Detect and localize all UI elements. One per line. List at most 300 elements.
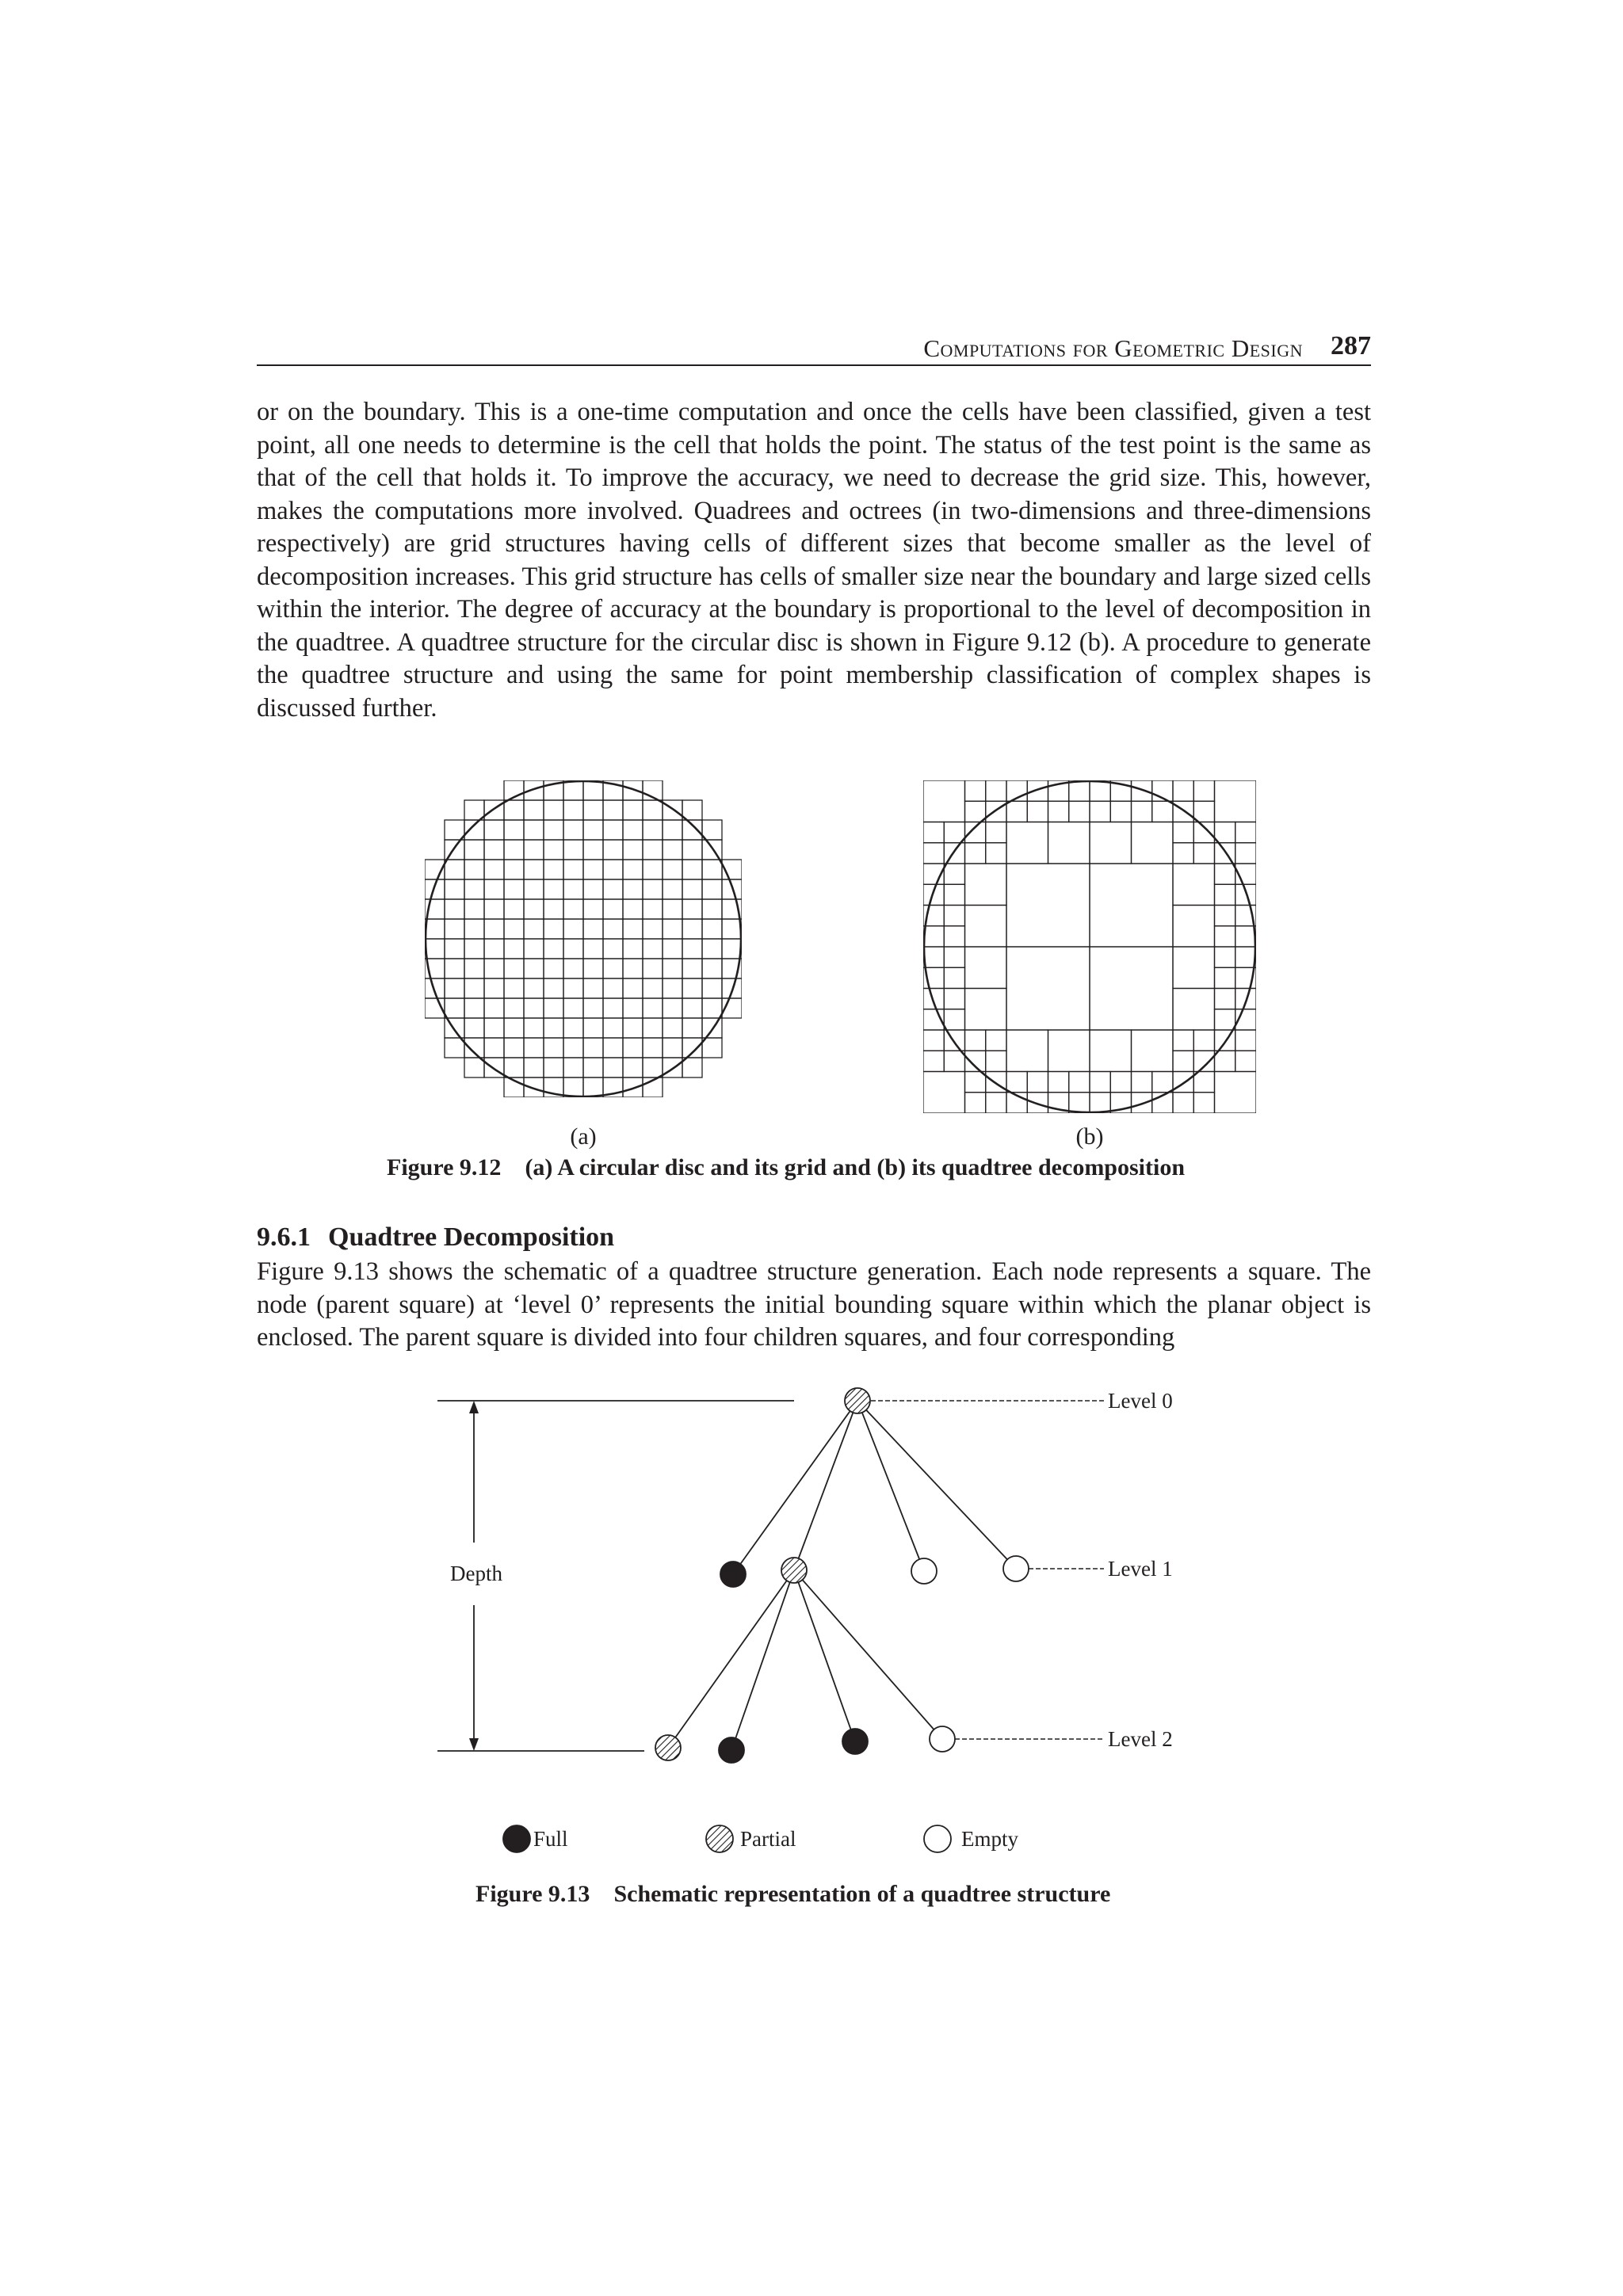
grid-cell [445,860,464,879]
grid-cell [563,919,583,939]
grid-cell [544,998,563,1018]
grid-disc-diagram [425,780,742,1097]
grid-cell [583,1077,603,1097]
grid-cell [464,1038,484,1058]
grid-cell [603,860,623,879]
grid-cell [563,840,583,860]
grid-cell [544,840,563,860]
grid-cell [484,879,504,899]
grid-cell [524,840,544,860]
quadtree-cell [944,906,964,926]
quadtree-cell [944,822,964,843]
grid-cell [663,1038,682,1058]
subfigure-label-a: (a) [570,1123,597,1150]
grid-cell [643,1018,663,1038]
quadtree-cell [1215,989,1235,1009]
quadtree-cell [1215,906,1235,926]
grid-cell [643,998,663,1018]
grid-cell [583,998,603,1018]
quadtree-cell [965,1093,986,1113]
subfigure-label-b: (b) [1075,1123,1104,1150]
grid-cell [504,1058,524,1077]
grid-cell [663,978,682,998]
quadtree-cell [1069,780,1090,801]
grid-cell [643,860,663,879]
grid-cell [504,939,524,959]
quadtree-cell [965,801,986,822]
grid-cell [702,959,722,978]
grid-cell [603,978,623,998]
quadtree-cell [1090,1093,1110,1113]
grid-cell [464,998,484,1018]
quadtree-disc-diagram [923,780,1256,1113]
grid-cell [682,978,702,998]
grid-cell [563,820,583,840]
quadtree-cell [923,1072,965,1114]
grid-cell [603,899,623,919]
grid-cell [603,998,623,1018]
grid-cell [524,1058,544,1077]
quadtree-cell [1235,1051,1256,1071]
grid-cell [544,879,563,899]
quadtree-cell [1173,822,1193,843]
grid-cell [583,899,603,919]
quadtree-cell [1173,864,1215,906]
figure-quadtree-disc [923,780,1256,1113]
grid-cell [623,800,643,820]
quadtree-cell [1006,1072,1027,1093]
tree-node-level2-full [719,1737,744,1763]
quadtree-cell [1215,967,1235,988]
grid-cell [524,998,544,1018]
quadtree-cell [1069,801,1090,822]
tree-node-level0 [845,1388,870,1413]
grid-cell [544,939,563,959]
grid-cell [484,919,504,939]
quadtree-cell [1006,801,1027,822]
grid-cell [623,939,643,959]
grid-cell [524,1038,544,1058]
quadtree-cell [965,947,1007,989]
quadtree-cell [1193,780,1214,801]
quadtree-cell [965,780,986,801]
grid-cell [663,899,682,919]
quadtree-cell [986,1030,1006,1051]
quadtree-cell [1173,989,1215,1031]
grid-cell [702,1038,722,1058]
grid-cell [504,919,524,939]
grid-cell [623,780,643,800]
grid-cell [484,820,504,840]
quadtree-cell [1132,1072,1152,1093]
grid-cell [682,959,702,978]
grid-cell [544,1058,563,1077]
legend-partial-swatch [706,1825,733,1852]
grid-cell [583,978,603,998]
grid-cell [623,879,643,899]
running-header [257,331,1371,366]
quadtree-cell [965,1030,986,1051]
grid-cell [643,840,663,860]
quadtree-cell [944,1051,964,1071]
grid-cell [722,978,742,998]
grid-cell [563,1018,583,1038]
tree-node-level2-full [842,1729,868,1754]
quadtree-cell [965,1051,986,1071]
quadtree-cell [1193,1030,1214,1051]
quadtree-cell [1110,801,1131,822]
quadtree-cell [923,947,944,967]
legend-empty-label: Empty [961,1827,1018,1851]
quadtree-cell [1090,864,1173,947]
grid-cell [682,800,702,820]
quadtree-cell [965,822,986,843]
grid-cell [643,978,663,998]
page-number: 287 [1331,331,1371,360]
figure-caption [387,1154,1185,1181]
quadtree-cell [1132,1030,1174,1072]
grid-cell [504,820,524,840]
grid-cell [484,1018,504,1038]
grid-cell [623,978,643,998]
quadtree-schematic-diagram [428,1379,1220,1854]
grid-cell [484,939,504,959]
legend-full-swatch [503,1825,530,1852]
grid-cell [445,879,464,899]
grid-cell [623,1058,643,1077]
grid-cell [464,1058,484,1077]
grid-cell [663,939,682,959]
grid-cell [464,879,484,899]
grid-cell [544,800,563,820]
grid-cell [663,1018,682,1038]
quadtree-cell [986,780,1006,801]
grid-cell [583,840,603,860]
grid-cell [484,998,504,1018]
grid-cell [504,1018,524,1038]
quadtree-cell [1173,906,1215,948]
grid-cell [663,959,682,978]
grid-cell [563,939,583,959]
quadtree-cell [1048,1072,1069,1093]
grid-cell [484,1038,504,1058]
grid-cell [544,820,563,840]
quadtree-cell [965,989,1007,1031]
quadtree-cell [1193,843,1214,864]
quadtree-cell [1027,1093,1048,1113]
grid-cell [445,939,464,959]
grid-cell [603,840,623,860]
grid-cell [583,860,603,879]
quadtree-cell [1215,947,1235,967]
grid-cell [425,978,445,998]
grid-cell [524,800,544,820]
grid-cell [464,899,484,919]
figure-caption [475,1881,1110,1908]
legend-partial-label: Partial [740,1827,796,1851]
grid-cell [563,1077,583,1097]
grid-cell [663,860,682,879]
quadtree-cell [1235,884,1256,905]
grid-cell [682,820,702,840]
level-1-label: Level 1 [1108,1557,1173,1581]
quadtree-cell [944,884,964,905]
grid-cell [544,959,563,978]
grid-cell [643,939,663,959]
quadtree-cell [986,1093,1006,1113]
grid-cell [702,820,722,840]
quadtree-cell [1173,1030,1193,1051]
grid-cell [563,800,583,820]
grid-cell [524,978,544,998]
legend-empty-swatch [924,1825,951,1852]
grid-cell [643,800,663,820]
running-title: Computations for Geometric Design [923,334,1303,362]
grid-cell [682,1018,702,1038]
grid-cell [504,998,524,1018]
grid-cell [583,879,603,899]
grid-cell [464,820,484,840]
grid-cell [504,1038,524,1058]
grid-cell [702,998,722,1018]
grid-cell [563,998,583,1018]
grid-cell [643,820,663,840]
grid-cell [702,860,722,879]
grid-cell [544,919,563,939]
grid-cell [583,820,603,840]
caption-label: Figure 9.13 [475,1881,590,1907]
grid-cell [544,978,563,998]
grid-cell [643,899,663,919]
grid-cell [504,879,524,899]
quadtree-cell [1090,822,1132,864]
grid-cell [702,879,722,899]
grid-cell [583,959,603,978]
grid-cell [643,919,663,939]
grid-cell [583,1018,603,1038]
quadtree-cell [1235,1030,1256,1051]
grid-cell [464,860,484,879]
grid-cell [583,800,603,820]
grid-cell [504,959,524,978]
grid-cell [623,959,643,978]
quadtree-cell [1006,822,1048,864]
grid-cell [524,919,544,939]
grid-cell [623,899,643,919]
quadtree-cell [1215,1009,1235,1030]
quadtree-cell [923,1030,944,1051]
grid-cell [544,899,563,919]
quadtree-cell [923,780,965,822]
grid-cell [623,860,643,879]
grid-cell [425,939,445,959]
grid-cell [563,978,583,998]
grid-cell [643,1058,663,1077]
grid-cell [643,959,663,978]
grid-cell [504,899,524,919]
grid-cell [603,820,623,840]
grid-cell [603,919,623,939]
quadtree-cell [1090,1072,1110,1093]
grid-cell [445,919,464,939]
grid-cell [563,1038,583,1058]
legend-full-label: Full [533,1827,568,1851]
quadtree-cell [1193,822,1214,843]
grid-cell [603,879,623,899]
grid-cell [504,978,524,998]
quadtree-cell [965,906,1007,948]
tree-node-level2-empty [930,1726,955,1752]
grid-cell [563,959,583,978]
quadtree-cell [1132,801,1152,822]
grid-cell [623,998,643,1018]
grid-cell [464,978,484,998]
grid-cell [623,840,643,860]
body-paragraph: Figure 9.13 shows the schematic of a quadtree structure generation. Each node represents a square. The node (parent square) at ‘level 0’ represents the initial bounding square within which the planar object is enclosed. The parent square is divided into four children squares, and four corresponding [257,1257,1371,1352]
level-0-label: Level 0 [1108,1389,1173,1413]
grid-cell [445,899,464,919]
depth-label: Depth [450,1562,502,1585]
quadtree-cell [986,1051,1006,1071]
grid-cell [524,780,544,800]
quadtree-cell [1193,1051,1214,1071]
quadtree-cell [1110,1072,1131,1093]
quadtree-cell [923,926,944,947]
tree-node-level1-partial [781,1558,807,1583]
grid-cell [524,939,544,959]
quadtree-cell [1215,780,1257,822]
quadtree-cell [965,864,1007,906]
quadtree-cell [1173,1093,1193,1113]
quadtree-cell [1235,989,1256,1009]
tree-node-level1-empty [911,1558,937,1584]
quadtree-cell [986,822,1006,843]
grid-cell [663,879,682,899]
quadtree-cell [1152,801,1173,822]
quadtree-cell [1132,1093,1152,1113]
tree-node-level1-full [720,1562,746,1587]
caption-label: Figure 9.12 [387,1154,502,1180]
quadtree-cell [1215,864,1235,884]
quadtree-cell [1173,1051,1193,1071]
grid-cell [702,919,722,939]
grid-cell [682,1038,702,1058]
grid-cell [524,879,544,899]
grid-cell [682,860,702,879]
level-2-label: Level 2 [1108,1727,1173,1751]
quadtree-cell [1173,843,1193,864]
grid-cell [682,939,702,959]
quadtree-cell [1173,947,1215,989]
quadtree-cell [1027,1072,1048,1093]
quadtree-cell [923,843,944,864]
grid-cell [563,860,583,879]
grid-cell [504,800,524,820]
quadtree-cell [944,1009,964,1030]
grid-cell [563,899,583,919]
grid-cell [544,1038,563,1058]
grid-cell [563,780,583,800]
grid-cell [682,919,702,939]
grid-cell [663,840,682,860]
quadtree-cell [1193,1093,1214,1113]
quadtree-cell [944,926,964,947]
grid-cell [544,1018,563,1038]
grid-cell [682,1058,702,1077]
grid-cell [682,998,702,1018]
grid-cell [583,1058,603,1077]
grid-cell [464,959,484,978]
grid-cell [524,820,544,840]
quadtree-cell [1048,1030,1090,1072]
quadtree-cell [1173,780,1193,801]
grid-cell [504,860,524,879]
quadtree-cell [1235,843,1256,864]
quadtree-cell [923,822,944,843]
figure-quadtree-schematic [428,1379,1220,1854]
grid-cell [682,840,702,860]
grid-cell [583,919,603,939]
grid-cell [524,1018,544,1038]
grid-cell [603,1018,623,1038]
grid-cell [623,1077,643,1097]
grid-cell [603,800,623,820]
grid-cell [425,919,445,939]
grid-cell [484,860,504,879]
quadtree-cell [1090,801,1110,822]
caption-text: (a) A circular disc and its grid and (b) its quadtree decomposition [525,1154,1186,1180]
grid-cell [445,959,464,978]
grid-cell [722,939,742,959]
quadtree-cell [965,1072,986,1093]
grid-cell [464,939,484,959]
grid-cell [603,959,623,978]
quadtree-cell [1027,801,1048,822]
quadtree-cell [1090,1030,1132,1072]
grid-cell [623,919,643,939]
body-paragraph: or on the boundary. This is a one-time computation and once the cells have been classified, given a test point, all one needs to determine is the cell that holds the point. The status of the test point is the same as that of the cell that holds it. To improve the accuracy, we need to decrease the grid size. This, however, makes the computations more involved. Quadrees and octrees (in two-dimensions and three-dimensions respectively) are grid structures having cells of different sizes that become smaller as the level of decomposition increases. This grid structure has cells of smaller size near the boundary and large sized cells within the interior. The degree of accuracy at the boundary is proportional to the level of decomposition in the quadtree. A quadtree structure for the circular disc is shown in Figure 9.12 (b). A procedure to generate the quadtree structure and using the same for point membership classification of complex shapes is discussed further. [257,398,1371,723]
grid-cell [603,1058,623,1077]
quadtree-cell [944,864,964,884]
grid-cell [623,1018,643,1038]
grid-cell [484,978,504,998]
grid-cell [722,879,742,899]
grid-cell [484,840,504,860]
quadtree-cell [1090,780,1110,801]
grid-cell [425,879,445,899]
grid-cell [464,800,484,820]
grid-cell [504,840,524,860]
grid-cell [445,1038,464,1058]
grid-cell [464,1018,484,1038]
grid-cell [663,820,682,840]
quadtree-cell [1090,947,1173,1030]
quadtree-cell [1069,1072,1090,1093]
grid-cell [524,899,544,919]
grid-cell [722,919,742,939]
quadtree-cell [923,1051,944,1071]
section-title: Quadtree Decomposition [328,1222,615,1252]
quadtree-cell [1048,801,1069,822]
quadtree-cell [986,843,1006,864]
quadtree-cell [1006,864,1090,947]
grid-cell [603,939,623,959]
grid-cell [583,939,603,959]
quadtree-cell [944,967,964,988]
grid-cell [583,780,603,800]
quadtree-cell [1006,947,1090,1030]
quadtree-cell [1193,1072,1214,1093]
